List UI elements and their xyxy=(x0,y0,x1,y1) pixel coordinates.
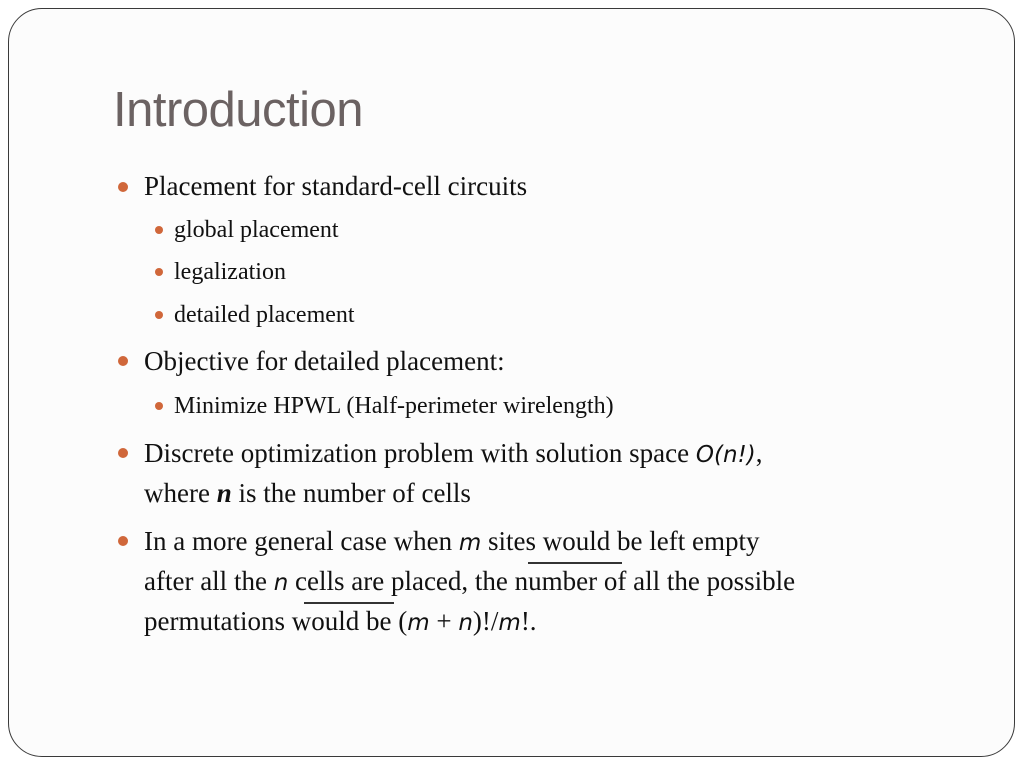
math-var-n: n xyxy=(273,570,289,596)
bullet-dot xyxy=(118,182,128,192)
math-var-m: m xyxy=(498,610,521,636)
text-run: Discrete optimization problem with solution space xyxy=(144,438,696,468)
text-run: sites would be left empty xyxy=(481,526,760,556)
math-var-n: n xyxy=(458,610,473,636)
bullet-dot xyxy=(155,226,163,234)
text-run: is the number of cells xyxy=(231,478,471,508)
text-run: )!/ xyxy=(472,606,499,636)
bullet-dot xyxy=(155,268,163,276)
text-run: In a more general case when xyxy=(144,526,459,556)
bullet-dot xyxy=(118,356,128,366)
text-run: permutations would be ( xyxy=(144,606,408,636)
bullet-general-case-line1 xyxy=(144,521,759,563)
horizontal-rule xyxy=(304,602,394,604)
bullet-discrete-line2 xyxy=(144,473,471,513)
text-run: + xyxy=(429,606,459,636)
bullet-dot xyxy=(118,536,128,546)
bullet-discrete-line1 xyxy=(144,433,763,475)
bullet-objective: Objective for detailed placement: xyxy=(144,346,505,376)
sub-bullet-minimize-hpwl: Minimize HPWL (Half-perimeter wirelength) xyxy=(174,393,614,419)
text-run: , xyxy=(755,438,763,468)
bullet-placement: Placement for standard-cell circuits xyxy=(144,171,528,201)
slide-title: Introduction xyxy=(113,83,364,137)
bullet-general-case-line2 xyxy=(144,561,795,603)
text-run: after all the xyxy=(144,566,274,596)
text-run: cells are placed, the number of all the possible xyxy=(288,566,796,596)
math-var-n: n xyxy=(216,478,232,508)
sub-bullet-detailed-placement: detailed placement xyxy=(174,302,355,328)
bullet-dot xyxy=(155,402,163,410)
text-run: !. xyxy=(520,606,537,636)
math-o-n-factorial: O(n!) xyxy=(695,442,756,468)
bullet-dot xyxy=(155,311,163,319)
math-var-m: m xyxy=(407,610,430,636)
sub-bullet-legalization: legalization xyxy=(174,259,286,285)
math-var-m: m xyxy=(458,530,482,556)
bullet-dot xyxy=(118,448,128,458)
text-run: where xyxy=(144,478,217,508)
horizontal-rule xyxy=(528,562,622,564)
sub-bullet-global-placement: global placement xyxy=(174,217,339,243)
bullet-general-case-line3 xyxy=(144,601,537,643)
